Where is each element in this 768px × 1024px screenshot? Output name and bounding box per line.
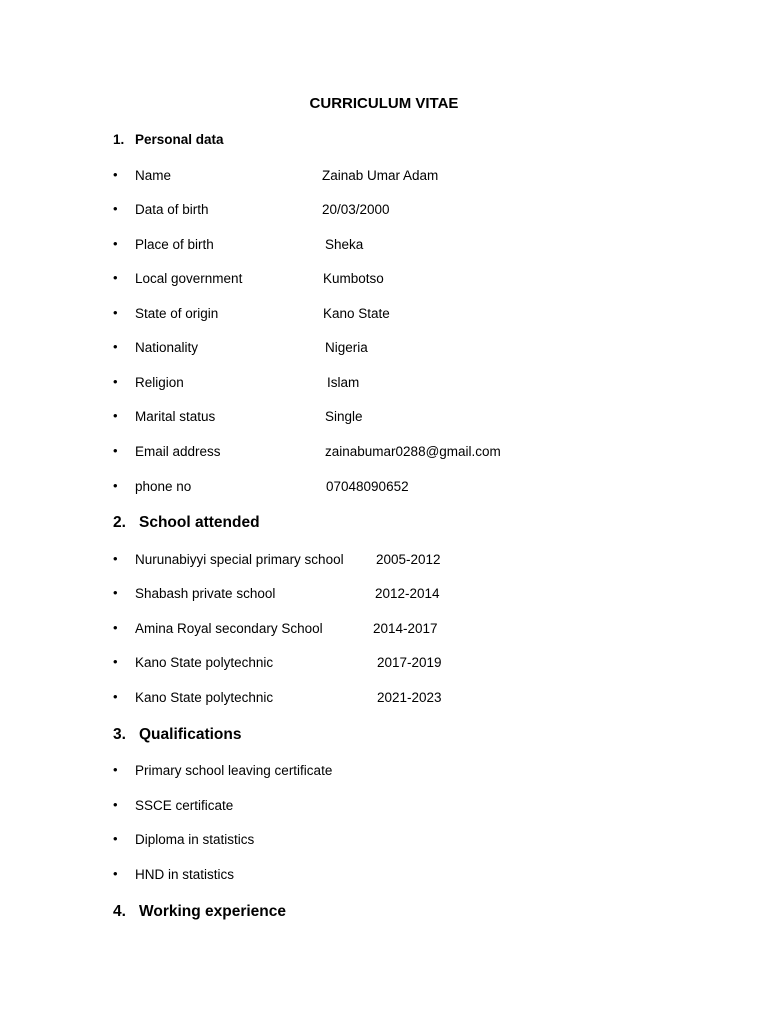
field-label: Email address xyxy=(135,444,221,459)
field-label: Religion xyxy=(135,375,184,390)
school-name: Shabash private school xyxy=(135,586,276,601)
field-value: Islam xyxy=(327,375,360,390)
field-label: Name xyxy=(135,168,172,183)
school-years: 2017-2019 xyxy=(377,655,442,670)
bullet: • xyxy=(113,339,118,354)
field-label: Data of birth xyxy=(135,202,209,217)
field-value: Single xyxy=(325,409,363,424)
section-heading-school-attended xyxy=(113,514,260,532)
field-value: 20/03/2000 xyxy=(322,202,390,217)
section-title: School attended xyxy=(139,514,260,531)
school-years: 2021-2023 xyxy=(377,690,442,705)
section-number: 4. xyxy=(113,903,126,920)
field-value: zainabumar0288@gmail.com xyxy=(325,444,501,459)
field-value: Kumbotso xyxy=(323,271,384,286)
section-title: Working experience xyxy=(139,903,287,920)
bullet: • xyxy=(113,797,118,812)
bullet: • xyxy=(113,167,118,182)
bullet: • xyxy=(113,620,118,635)
section-number: 3. xyxy=(113,726,126,743)
bullet: • xyxy=(113,689,118,704)
section-title: Personal data xyxy=(135,132,224,147)
bullet: • xyxy=(113,408,118,423)
school-name: Kano State polytechnic xyxy=(135,655,274,670)
field-label: Marital status xyxy=(135,409,216,424)
field-label: State of origin xyxy=(135,306,219,321)
bullet: • xyxy=(113,831,118,846)
field-label: Local government xyxy=(135,271,243,286)
qualification: Diploma in statistics xyxy=(135,832,255,847)
bullet: • xyxy=(113,305,118,320)
qualification: Primary school leaving certificate xyxy=(135,763,333,778)
section-heading-personal-data xyxy=(113,132,224,147)
school-years: 2005-2012 xyxy=(376,552,441,567)
school-name: Nurunabiyyi special primary school xyxy=(135,552,344,567)
school-name: Amina Royal secondary School xyxy=(135,621,323,636)
school-years: 2014-2017 xyxy=(373,621,438,636)
school-years: 2012-2014 xyxy=(375,586,440,601)
field-label: Nationality xyxy=(135,340,199,355)
section-number: 1. xyxy=(113,132,125,147)
bullet: • xyxy=(113,443,118,458)
document-title: CURRICULUM VITAE xyxy=(309,95,459,112)
qualification: HND in statistics xyxy=(135,867,235,882)
bullet: • xyxy=(113,762,118,777)
section-number: 2. xyxy=(113,514,126,531)
field-label: Place of birth xyxy=(135,237,214,252)
bullet: • xyxy=(113,374,118,389)
bullet: • xyxy=(113,270,118,285)
bullet: • xyxy=(113,201,118,216)
section-heading-working-experience xyxy=(113,903,286,921)
bullet: • xyxy=(113,866,118,881)
bullet: • xyxy=(113,236,118,251)
bullet: • xyxy=(113,478,118,493)
school-name: Kano State polytechnic xyxy=(135,690,274,705)
bullet: • xyxy=(113,551,118,566)
qualification: SSCE certificate xyxy=(135,798,234,813)
field-value: Zainab Umar Adam xyxy=(322,168,439,183)
section-title: Qualifications xyxy=(139,726,242,743)
bullet: • xyxy=(113,585,118,600)
field-value: Kano State xyxy=(323,306,390,321)
field-value: Nigeria xyxy=(325,340,368,355)
section-heading-qualifications xyxy=(113,726,242,744)
field-value: Sheka xyxy=(325,237,364,252)
field-value: 07048090652 xyxy=(326,479,409,494)
bullet: • xyxy=(113,654,118,669)
field-label: phone no xyxy=(135,479,192,494)
